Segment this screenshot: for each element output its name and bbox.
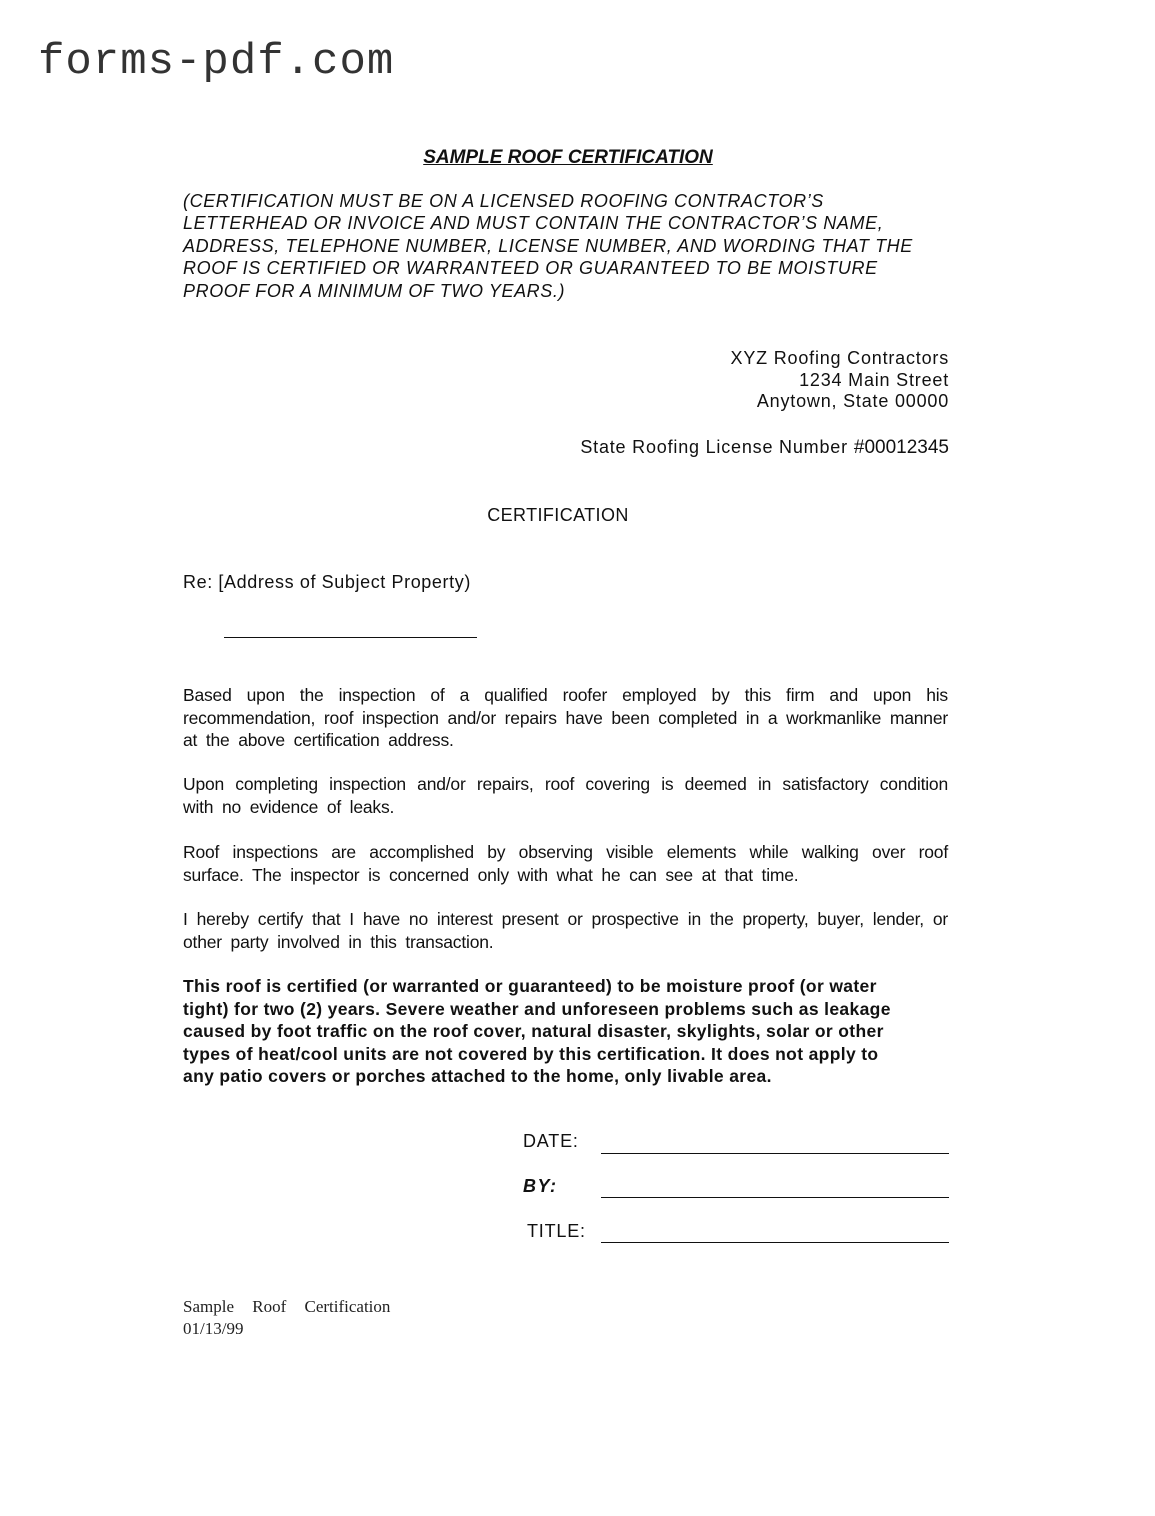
by-label: BY:: [523, 1176, 558, 1196]
warranty-line: tight) for two (2) years. Severe weather and unforeseen problems such as leakage: [183, 998, 891, 1019]
instructions-line: ROOF IS CERTIFIED OR WARRANTEED OR GUARANTEED TO BE MOISTURE: [183, 258, 878, 279]
paragraph-inspection: Based upon the inspection of a qualified roofer employed by this firm and upon his recommendation, roof inspection and/or repairs have been completed in a workmanlike manner at the above certification address.: [183, 685, 948, 750]
license-line: [580, 437, 949, 459]
paragraph-interest: I hereby certify that I have no interest present or prospective in the property, buyer, lender, or other party involved in this transaction.: [183, 909, 948, 952]
certification-heading: CERTIFICATION: [487, 505, 629, 525]
date-label: DATE:: [523, 1131, 579, 1151]
instructions-line: (CERTIFICATION MUST BE ON A LICENSED ROOFING CONTRACTOR’S: [183, 191, 824, 211]
instructions-line: PROOF FOR A MINIMUM OF TWO YEARS.): [183, 280, 566, 301]
warranty-line: This roof is certified (or warranted or guaranteed) to be moisture proof (or water: [183, 976, 877, 996]
footer-form-name: Sample Roof Certification: [183, 1297, 391, 1316]
date-field-line[interactable]: [601, 1153, 949, 1154]
title-field-line[interactable]: [601, 1242, 949, 1243]
footer-date: 01/13/99: [183, 1319, 244, 1338]
instructions-line: ADDRESS, TELEPHONE NUMBER, LICENSE NUMBER, AND WORDING THAT THE: [183, 235, 913, 256]
document-title: SAMPLE ROOF CERTIFICATION: [423, 147, 713, 168]
footer: [183, 1296, 390, 1340]
instructions-line: LETTERHEAD OR INVOICE AND MUST CONTAIN THE CONTRACTOR’S NAME,: [183, 213, 884, 234]
contractor-name: XYZ Roofing Contractors: [730, 348, 949, 368]
warranty-line: types of heat/cool units are not covered by this certification. It does not apply to: [183, 1043, 879, 1064]
warranty-line: caused by foot traffic on the roof cover, natural disaster, skylights, solar or other: [183, 1021, 884, 1041]
paragraph-method: Roof inspections are accomplished by observing visible elements while walking over roof surface. The inspector is concerned only with what he can see at that time.: [183, 842, 948, 885]
license-number: #00012345: [853, 437, 949, 458]
warranty-line: any patio covers or porches attached to the home, only livable area.: [183, 1066, 772, 1086]
by-field-line[interactable]: [601, 1197, 949, 1198]
property-address-blank: [224, 637, 477, 638]
license-label: State Roofing License Number: [580, 437, 848, 457]
contractor-city-state: Anytown, State 00000: [756, 391, 949, 411]
title-label: TITLE:: [527, 1221, 586, 1241]
warranty-statement: [183, 975, 953, 1088]
paragraph-condition: Upon completing inspection and/or repairs, roof covering is deemed in satisfactory condition with no evidence of leaks.: [183, 774, 948, 817]
watermark: forms-pdf.com: [38, 37, 395, 87]
contractor-address: [731, 348, 949, 413]
instructions: [183, 190, 953, 302]
re-line: Re: [Address of Subject Property): [183, 572, 471, 592]
contractor-street: 1234 Main Street: [799, 369, 949, 390]
